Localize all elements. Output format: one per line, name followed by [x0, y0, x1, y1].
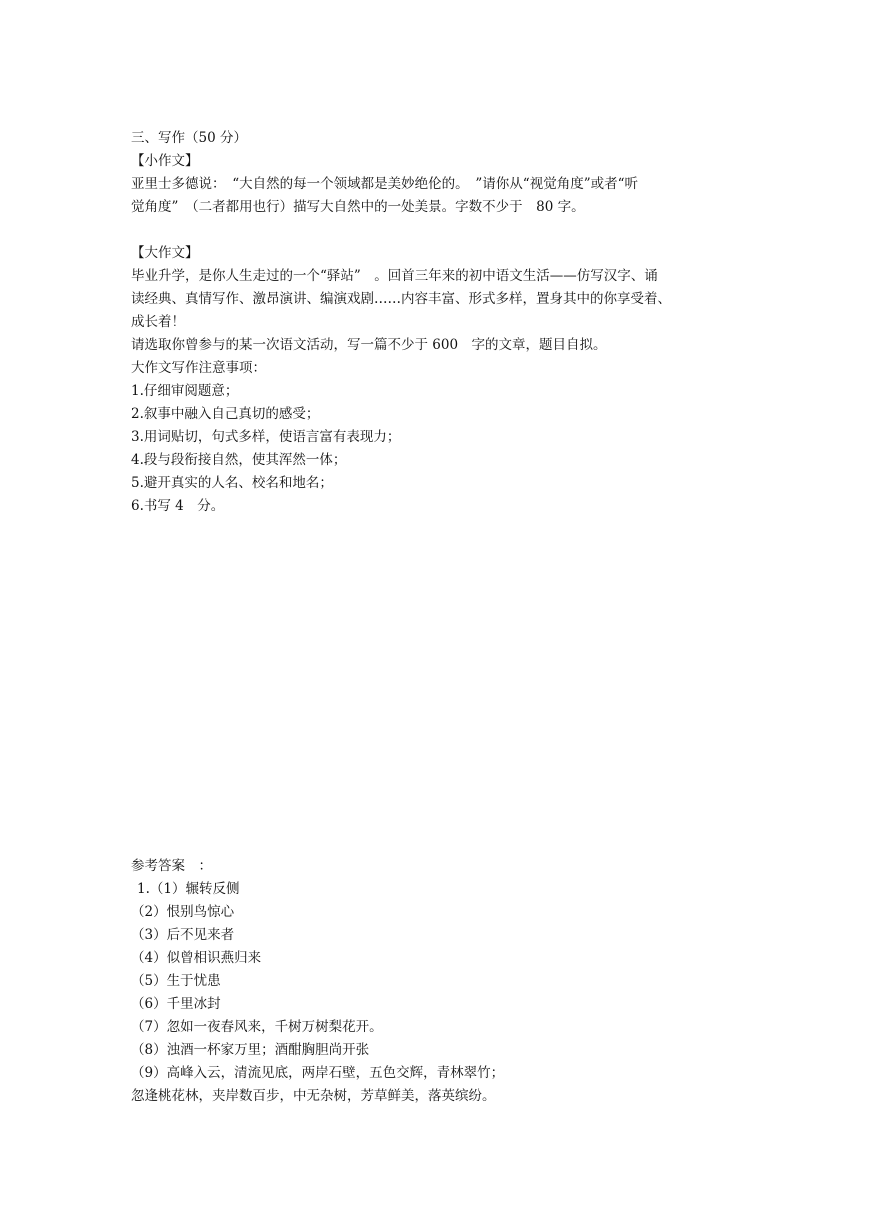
answer-item: 1.（1）辗转反侧	[137, 881, 240, 897]
big-essay-line: 大作文写作注意事项：	[131, 360, 266, 376]
answer-item: （5）生于忧患	[131, 973, 221, 989]
answer-item: （6）千里冰封	[131, 996, 221, 1012]
small-essay-label: 【小作文】	[131, 153, 199, 169]
answer-item: （8）浊酒一杯家万里；酒酣胸胆尚开张	[131, 1042, 370, 1058]
writing-section	[131, 127, 751, 518]
small-essay-line: 觉角度” （二者都用也行）描写大自然中的一处美景。字数不少于 80 字。	[131, 199, 585, 215]
paragraph-gap	[131, 219, 751, 242]
answer-item: （7）忽如一夜春风来，千树万树梨花开。	[131, 1019, 383, 1035]
writing-heading: 三、写作（50 分）	[131, 130, 247, 146]
big-essay-line: 读经典、真情写作、激昂演讲、编演戏剧……内容丰富、形式多样，置身其中的你享受着、	[131, 291, 671, 307]
answer-item: （2）恨别鸟惊心	[131, 904, 235, 920]
essay-note: 1.仔细审阅题意；	[131, 383, 239, 399]
big-essay-line: 毕业升学，是你人生走过的一个“驿站” 。回首三年来的初中语文生活——仿写汉字、诵	[131, 268, 658, 284]
small-essay-line: 亚里士多德说： “大自然的每一个领域都是美妙绝伦的。 ”请你从“视觉角度”或者“听	[131, 176, 639, 192]
essay-note: 3.用词贴切，句式多样，使语言富有表现力；	[131, 429, 401, 445]
essay-note: 4.段与段衔接自然，使其浑然一体；	[131, 452, 347, 468]
essay-note: 6.书写 4 分。	[131, 498, 225, 514]
answer-item: （3）后不见来者	[131, 927, 235, 943]
essay-note: 2.叙事中融入自己真切的感受；	[131, 406, 320, 422]
essay-note: 5.避开真实的人名、校名和地名；	[131, 475, 333, 491]
answer-item: （9）高峰入云，清流见底，两岸石壁，五色交辉，青林翠竹；	[131, 1065, 505, 1081]
big-essay-line: 请选取你曾参与的某一次语文活动，写一篇不少于 600 字的文章，题目自拟。	[131, 337, 607, 353]
answers-section	[131, 855, 751, 1108]
big-essay-line: 成长着！	[131, 314, 185, 330]
answer-item: （4）似曾相识燕归来	[131, 950, 262, 966]
answers-heading: 参考答案 ：	[131, 858, 212, 874]
answer-continuation: 忽逢桃花林，夹岸数百步，中无杂树，芳草鲜美，落英缤纷。	[131, 1088, 496, 1104]
big-essay-label: 【大作文】	[131, 245, 199, 261]
